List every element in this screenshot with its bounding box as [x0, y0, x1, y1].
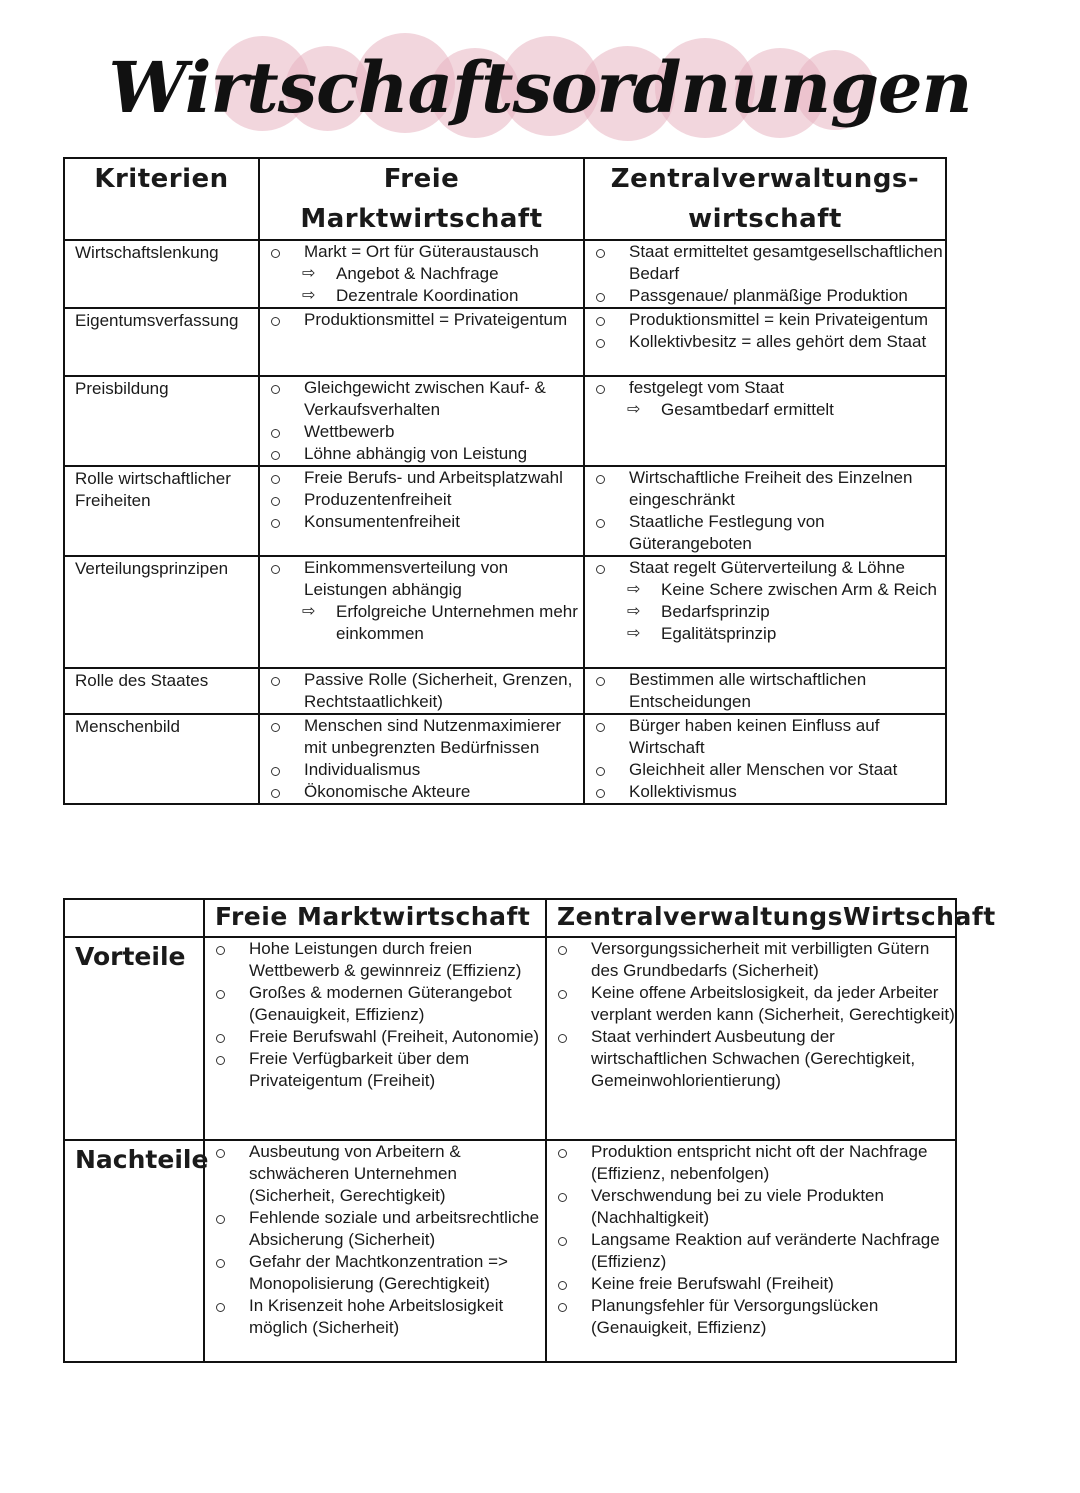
- bullet-list-item: Fehlende soziale und arbeitsrechtliche Absicherung (Sicherheit): [205, 1207, 545, 1251]
- bullet-list: [260, 557, 583, 645]
- zentralverwaltung-cell: [546, 937, 956, 1140]
- bullet-list-item: Gleichheit aller Menschen vor Staat: [585, 759, 945, 781]
- bullet-list-item: Individualismus: [260, 759, 583, 781]
- criterion-cell: Verteilungsprinzipen: [64, 556, 259, 668]
- nachteile-label: Nachteile: [64, 1140, 204, 1362]
- bullet-list: [260, 241, 583, 307]
- zentralverwaltung-cell: [584, 714, 946, 804]
- zentralverwaltung-cell: [584, 668, 946, 714]
- bullet-list: [260, 309, 583, 331]
- bullet-list-item: Versorgungssicherheit mit verbilligten Gütern des Grundbedarfs (Sicherheit): [547, 938, 955, 982]
- header-zentralverwaltungswirtschaft: ZentralverwaltungsWirtschaft: [546, 899, 956, 937]
- zentralverwaltung-cell: [584, 556, 946, 668]
- bullet-list-item: Keine freie Berufswahl (Freiheit): [547, 1273, 955, 1295]
- bullet-list-item: Kollektivismus: [585, 781, 945, 803]
- criterion-cell: Wirtschaftslenkung: [64, 240, 259, 308]
- bullet-list-item: Produktionsmittel = kein Privateigentum: [585, 309, 945, 331]
- table-header-row: [64, 899, 956, 937]
- bullet-list-item: Freie Berufs- und Arbeitsplatzwahl: [260, 467, 583, 489]
- criterion-cell: Eigentumsverfassung: [64, 308, 259, 376]
- bullet-list: [260, 377, 583, 465]
- bullet-list: [585, 241, 945, 307]
- bullet-list-item: Gleichgewicht zwischen Kauf- & Verkaufsverhalten: [260, 377, 583, 421]
- bullet-list-item: Keine offene Arbeitslosigkeit, da jeder Arbeiter verplant werden kann (Sicherheit, Gerechtigkeit): [547, 982, 955, 1026]
- bullet-list-item: Einkommensverteilung von Leistungen abhängig: [260, 557, 583, 601]
- bullet-list-item: Konsumentenfreiheit: [260, 511, 583, 533]
- bullet-list-item: Passgenaue/ planmäßige Produktion: [585, 285, 945, 307]
- freie-marktwirtschaft-cell: [259, 376, 584, 466]
- arrow-list-item: ⇨ Bedarfsprinzip: [585, 601, 945, 623]
- zentralverwaltung-cell: [546, 1140, 956, 1362]
- freie-marktwirtschaft-cell: [259, 308, 584, 376]
- freie-marktwirtschaft-cell: [204, 1140, 546, 1362]
- criterion-cell: Rolle wirtschaftlicher Freiheiten: [64, 466, 259, 556]
- bullet-list: [585, 669, 945, 713]
- vorteile-label: Vorteile: [64, 937, 204, 1140]
- table-row: [64, 668, 946, 714]
- bullet-list-item: Menschen sind Nutzenmaximierer mit unbegrenzten Bedürfnissen: [260, 715, 583, 759]
- bullet-list-item: Freie Verfügbarkeit über dem Privateigentum (Freiheit): [205, 1048, 545, 1092]
- arrow-list-item: ⇨ Egalitätsprinzip: [585, 623, 945, 645]
- bullet-list-item: Staat regelt Güterverteilung & Löhne: [585, 557, 945, 579]
- table-row: [64, 1140, 956, 1362]
- bullet-list-item: Langsame Reaktion auf veränderte Nachfrage (Effizienz): [547, 1229, 955, 1273]
- arrow-list-item: ⇨ Dezentrale Koordination: [260, 285, 583, 307]
- criterion-cell: Rolle des Staates: [64, 668, 259, 714]
- freie-marktwirtschaft-cell: [204, 937, 546, 1140]
- bullet-list-item: Staat ermitteltet gesamtgesellschaftlichen Bedarf: [585, 241, 945, 285]
- criterion-cell: Menschenbild: [64, 714, 259, 804]
- table-row: [64, 376, 946, 466]
- zentralverwaltung-cell: [584, 376, 946, 466]
- bullet-list-item: Bestimmen alle wirtschaftlichen Entscheidungen: [585, 669, 945, 713]
- bullet-list-item: Planungsfehler für Versorgungslücken (Genauigkeit, Effizienz): [547, 1295, 955, 1339]
- bullet-list: [205, 1141, 545, 1339]
- bullet-list: [260, 715, 583, 803]
- arrow-list-item: ⇨ Gesamtbedarf ermittelt: [585, 399, 945, 421]
- freie-marktwirtschaft-cell: [259, 668, 584, 714]
- bullet-list-item: Wirtschaftliche Freiheit des Einzelnen eingeschränkt: [585, 467, 945, 511]
- table-row: [64, 714, 946, 804]
- bullet-list-item: Produktion entspricht nicht oft der Nachfrage (Effizienz, nebenfolgen): [547, 1141, 955, 1185]
- freie-marktwirtschaft-cell: [259, 240, 584, 308]
- bullet-list-item: In Krisenzeit hohe Arbeitslosigkeit möglich (Sicherheit): [205, 1295, 545, 1339]
- bullet-list-item: Bürger haben keinen Einfluss auf Wirtschaft: [585, 715, 945, 759]
- bullet-list-item: Gefahr der Machtkonzentration => Monopolisierung (Gerechtigkeit): [205, 1251, 545, 1295]
- bullet-list-item: Passive Rolle (Sicherheit, Grenzen, Rechtstaatlichkeit): [260, 669, 583, 713]
- header-zentralverwaltungswirtschaft: Zentralverwaltungs-wirtschaft: [584, 158, 946, 240]
- arrow-list-item: ⇨ Keine Schere zwischen Arm & Reich: [585, 579, 945, 601]
- bullet-list: [547, 1141, 955, 1339]
- bullet-list: [547, 938, 955, 1092]
- bullet-list-item: Großes & modernen Güterangebot (Genauigkeit, Effizienz): [205, 982, 545, 1026]
- bullet-list-item: Markt = Ort für Güteraustausch: [260, 241, 583, 263]
- pros-cons-table: [63, 898, 996, 1363]
- arrow-list-item: ⇨ Angebot & Nachfrage: [260, 263, 583, 285]
- criterion-cell: Preisbildung: [64, 376, 259, 466]
- bullet-list: [260, 669, 583, 713]
- bullet-list-item: Wettbewerb: [260, 421, 583, 443]
- bullet-list-item: Staat verhindert Ausbeutung der wirtschaftlichen Schwachen (Gerechtigkeit, Gemeinwohlorientierung): [547, 1026, 955, 1092]
- bullet-list: [585, 715, 945, 803]
- table-row: [64, 308, 946, 376]
- comparison-table: [63, 157, 947, 805]
- zentralverwaltung-cell: [584, 240, 946, 308]
- bullet-list-item: Ausbeutung von Arbeitern & schwächeren Unternehmen (Sicherheit, Gerechtigkeit): [205, 1141, 545, 1207]
- freie-marktwirtschaft-cell: [259, 466, 584, 556]
- bullet-list-item: Produktionsmittel = Privateigentum: [260, 309, 583, 331]
- bullet-list-item: Löhne abhängig von Leistung: [260, 443, 583, 465]
- arrow-list-item: ⇨ Erfolgreiche Unternehmen mehr einkommen: [260, 601, 583, 645]
- bullet-list: [585, 557, 945, 645]
- bullet-list: [585, 467, 945, 555]
- bullet-list-item: Kollektivbesitz = alles gehört dem Staat: [585, 331, 945, 353]
- bullet-list-item: Verschwendung bei zu viele Produkten (Nachhaltigkeit): [547, 1185, 955, 1229]
- table-row: [64, 466, 946, 556]
- bullet-list: [260, 467, 583, 533]
- title-area: [0, 18, 1080, 148]
- zentralverwaltung-cell: [584, 308, 946, 376]
- freie-marktwirtschaft-cell: [259, 556, 584, 668]
- header-freie-marktwirtschaft: Freie Marktwirtschaft: [204, 899, 546, 937]
- bullet-list-item: Staatliche Festlegung von Güterangeboten: [585, 511, 945, 555]
- bullet-list: [585, 309, 945, 353]
- header-freie-marktwirtschaft: Freie Marktwirtschaft: [259, 158, 584, 240]
- bullet-list-item: festgelegt vom Staat: [585, 377, 945, 399]
- page-title: Wirtschaftsordnungen: [108, 46, 972, 129]
- table-row: [64, 556, 946, 668]
- table-row: [64, 937, 956, 1140]
- table-row: [64, 240, 946, 308]
- freie-marktwirtschaft-cell: [259, 714, 584, 804]
- table-header-row: [64, 158, 946, 240]
- bullet-list-item: Hohe Leistungen durch freien Wettbewerb & gewinnreiz (Effizienz): [205, 938, 545, 982]
- bullet-list-item: Ökonomische Akteure: [260, 781, 583, 803]
- header-empty: [64, 899, 204, 937]
- header-kriterien: Kriterien: [64, 158, 259, 240]
- bullet-list: [585, 377, 945, 421]
- bullet-list-item: Produzentenfreiheit: [260, 489, 583, 511]
- bullet-list: [205, 938, 545, 1092]
- zentralverwaltung-cell: [584, 466, 946, 556]
- bullet-list-item: Freie Berufswahl (Freiheit, Autonomie): [205, 1026, 545, 1048]
